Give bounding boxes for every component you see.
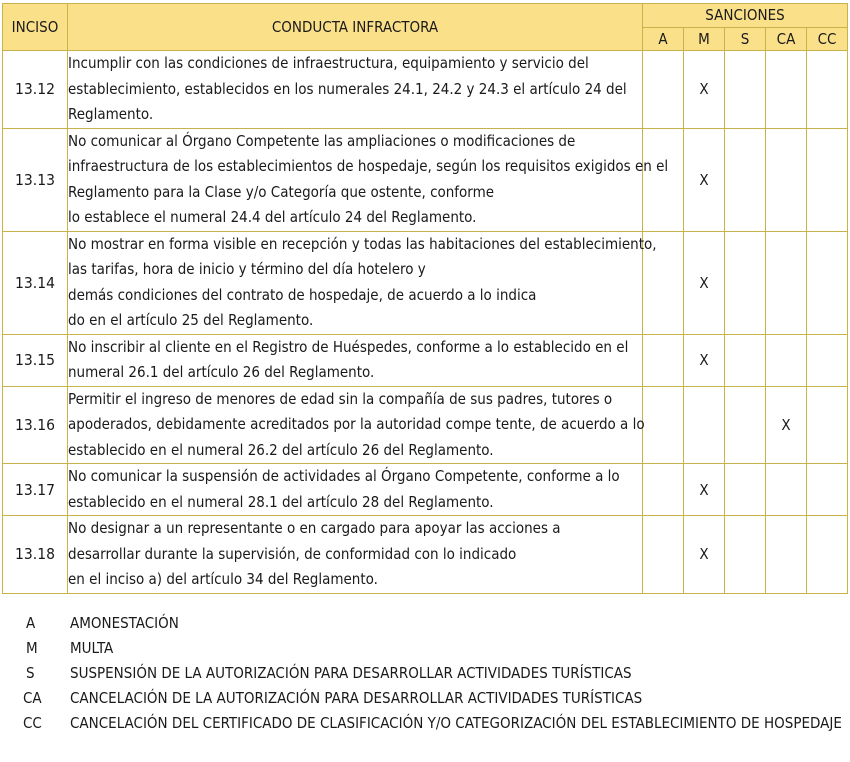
conducta-line: establecimiento, establecidos en los numerales 24.1, 24.2 y 24.3 el artículo 24 del	[68, 79, 627, 98]
legend-code: M	[26, 639, 38, 657]
header-col-a: A	[643, 27, 684, 51]
legend-code: S	[26, 664, 35, 682]
conducta-cell	[68, 386, 643, 464]
header-col-s: S	[725, 27, 766, 51]
mark-cell-a	[643, 128, 684, 231]
conducta-cell	[68, 128, 669, 231]
mark-cell-ca: X	[766, 386, 807, 464]
inciso-cell: 13.17	[3, 464, 68, 516]
sanctions-table	[2, 3, 848, 594]
mark-cell-m: X	[684, 51, 725, 129]
mark-cell-cc	[807, 334, 848, 386]
table-row	[3, 231, 848, 334]
conducta-line: lo establece el numeral 24.4 del artículo 24 del Reglamento.	[68, 208, 477, 226]
mark-cell-s	[725, 231, 766, 334]
legend-code: CA	[23, 689, 42, 707]
mark-cell-cc	[807, 386, 848, 464]
mark-cell-ca	[766, 464, 807, 516]
legend-item	[20, 636, 842, 661]
mark-cell-cc	[807, 51, 848, 129]
legend-code: CC	[23, 714, 42, 732]
mark-cell-ca	[766, 231, 807, 334]
mark-cell-m: X	[684, 334, 725, 386]
table-row	[3, 334, 848, 386]
conducta-line: Permitir el ingreso de menores de edad sin la compañía de sus padres, tutores o	[68, 389, 613, 408]
conducta-cell	[68, 334, 643, 386]
mark-cell-s	[725, 51, 766, 129]
conducta-line: apoderados, debidamente acreditados por la autoridad compe tente, de acuerdo a lo	[68, 415, 645, 433]
mark-cell-s	[725, 334, 766, 386]
conducta-cell	[68, 516, 643, 594]
mark-cell-m: X	[684, 231, 725, 334]
conducta-line: No inscribir al cliente en el Registro de Huéspedes, conforme a lo establecido en el	[68, 337, 629, 356]
inciso-cell: 13.18	[3, 516, 68, 594]
legend-item	[20, 711, 842, 736]
mark-cell-cc	[807, 516, 848, 594]
mark-cell-m	[684, 386, 725, 464]
conducta-line: las tarifas, hora de inicio y término del día hotelero y	[68, 260, 426, 278]
inciso-cell: 13.16	[3, 386, 68, 464]
table-row	[3, 516, 848, 594]
header-col-m: M	[684, 27, 725, 51]
mark-cell-ca	[766, 516, 807, 594]
mark-cell-a	[643, 51, 684, 129]
mark-cell-m: X	[684, 464, 725, 516]
conducta-cell	[68, 51, 643, 129]
inciso-cell: 13.12	[3, 51, 68, 129]
mark-cell-ca	[766, 128, 807, 231]
legend-item	[20, 611, 842, 636]
conducta-cell	[68, 464, 643, 516]
legend	[20, 611, 842, 736]
inciso-cell: 13.13	[3, 128, 68, 231]
conducta-line: No comunicar al Órgano Competente las ampliaciones o modificaciones de	[68, 131, 576, 150]
header-conducta: CONDUCTA INFRACTORA	[68, 4, 643, 51]
conducta-line: No comunicar la suspensión de actividades al Órgano Competente, conforme a lo	[68, 467, 620, 485]
inciso-cell: 13.15	[3, 334, 68, 386]
table-row	[3, 51, 848, 129]
legend-text: MULTA	[70, 639, 114, 657]
legend-code: A	[26, 614, 36, 632]
table-row	[3, 386, 848, 464]
mark-cell-a	[643, 386, 684, 464]
table-body	[3, 51, 848, 594]
inciso-cell: 13.14	[3, 231, 68, 334]
header-inciso: INCISO	[3, 4, 68, 51]
conducta-line: No mostrar en forma visible en recepción y todas las habitaciones del establecimiento,	[68, 234, 657, 253]
mark-cell-m: X	[684, 516, 725, 594]
conducta-line: en el inciso a) del artículo 34 del Reglamento.	[68, 570, 378, 588]
legend-item	[20, 661, 842, 686]
mark-cell-cc	[807, 128, 848, 231]
legend-text: AMONESTACIÓN	[70, 614, 179, 632]
legend-text: SUSPENSIÓN DE LA AUTORIZACIÓN PARA DESARROLLAR ACTIVIDADES TURÍSTICAS	[70, 664, 632, 682]
conducta-line: establecido en el numeral 26.2 del artículo 26 del Reglamento.	[68, 440, 494, 459]
header-col-cc: CC	[807, 27, 848, 51]
header-sanciones: SANCIONES	[643, 4, 848, 28]
conducta-line: Incumplir con las condiciones de infraestructura, equipamiento y servicio del	[68, 54, 589, 72]
table-row	[3, 128, 848, 231]
legend-item	[20, 686, 842, 711]
conducta-line: Reglamento.	[68, 105, 154, 123]
mark-cell-cc	[807, 231, 848, 334]
conducta-line: desarrollar durante la supervisión, de conformidad con lo indicado	[68, 544, 517, 563]
mark-cell-ca	[766, 51, 807, 129]
conducta-cell	[68, 231, 657, 334]
mark-cell-cc	[807, 464, 848, 516]
conducta-line: Reglamento para la Clase y/o Categoría que ostente, conforme	[68, 182, 495, 201]
mark-cell-s	[725, 464, 766, 516]
conducta-line: No designar a un representante o en cargado para apoyar las acciones a	[68, 519, 561, 537]
mark-cell-a	[643, 334, 684, 386]
header-col-ca: CA	[766, 27, 807, 51]
conducta-line: demás condiciones del contrato de hospedaje, de acuerdo a lo indica	[68, 285, 537, 304]
conducta-line: infraestructura de los establecimientos de hospedaje, según los requisitos exigidos en el	[68, 157, 669, 175]
legend-text: CANCELACIÓN DE LA AUTORIZACIÓN PARA DESARROLLAR ACTIVIDADES TURÍSTICAS	[70, 689, 643, 707]
conducta-line: do en el artículo 25 del Reglamento.	[68, 311, 314, 329]
mark-cell-ca	[766, 334, 807, 386]
table-row	[3, 464, 848, 516]
mark-cell-m: X	[684, 128, 725, 231]
mark-cell-s	[725, 386, 766, 464]
mark-cell-s	[725, 516, 766, 594]
conducta-line: numeral 26.1 del artículo 26 del Reglamento.	[68, 363, 375, 381]
conducta-line: establecido en el numeral 28.1 del artículo 28 del Reglamento.	[68, 492, 494, 511]
legend-text: CANCELACIÓN DEL CERTIFICADO DE CLASIFICACIÓN Y/O CATEGORIZACIÓN DEL ESTABLECIMIENTO DE HOSPEDAJE	[70, 714, 842, 732]
mark-cell-a	[643, 516, 684, 594]
mark-cell-s	[725, 128, 766, 231]
mark-cell-a	[643, 464, 684, 516]
